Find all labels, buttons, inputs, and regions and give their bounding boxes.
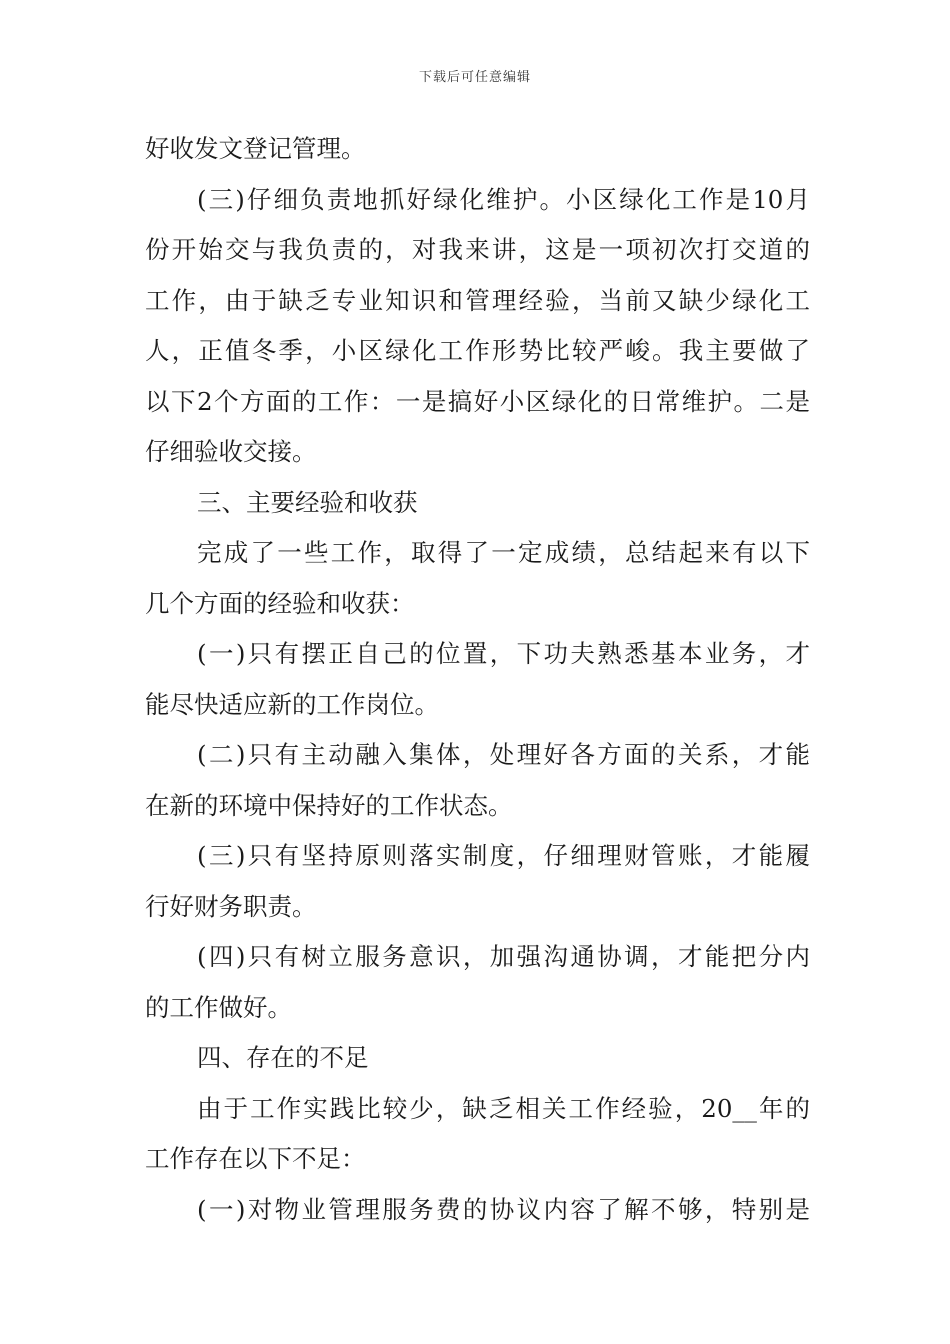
text-line: 在新的环境中保持好的工作状态。 <box>145 790 513 820</box>
text-line: 以下2个方面的工作：一是搞好小区绿化的日常维护。二是 <box>145 386 810 416</box>
text-line: (一)对物业管理服务费的协议内容了解不够，特别是 <box>197 1194 810 1224</box>
text-line: 能尽快适应新的工作岗位。 <box>145 689 439 719</box>
text-line: 人，正值冬季，小区绿化工作形势比较严峻。我主要做了 <box>145 336 810 365</box>
text-line: (三)只有坚持原则落实制度，仔细理财管账，才能履 <box>197 841 810 870</box>
text-line: 工作，由于缺乏专业知识和管理经验，当前又缺少绿化工 <box>145 285 810 315</box>
text-line: (三)仔细负责地抓好绿化维护。小区绿化工作是10月 <box>197 184 810 214</box>
page-header: 下载后可任意编辑 <box>418 70 531 85</box>
section-heading: 四、存在的不足 <box>197 1043 369 1072</box>
text-line: (一)只有摆正自己的位置，下功夫熟悉基本业务，才 <box>197 639 810 668</box>
text-line: 份开始交与我负责的，对我来讲，这是一项初次打交道的 <box>145 235 810 264</box>
text-line: 由于工作实践比较少，缺乏相关工作经验，20__年的 <box>197 1093 810 1123</box>
section-heading: 三、主要经验和收获 <box>197 487 418 517</box>
text-line: 工作存在以下不足： <box>145 1144 366 1173</box>
document-body <box>145 124 810 1235</box>
text-line: 好收发文登记管理。 <box>145 134 366 163</box>
text-line: 几个方面的经验和收获： <box>145 588 415 618</box>
text-line: (二)只有主动融入集体，处理好各方面的关系，才能 <box>197 740 810 769</box>
text-line: 的工作做好。 <box>145 992 292 1022</box>
text-line: 行好财务职责。 <box>145 891 317 921</box>
text-line: 仔细验收交接。 <box>145 437 317 466</box>
text-line: 完成了一些工作，取得了一定成绩，总结起来有以下 <box>197 538 810 567</box>
text-line: (四)只有树立服务意识，加强沟通协调，才能把分内 <box>197 942 810 971</box>
